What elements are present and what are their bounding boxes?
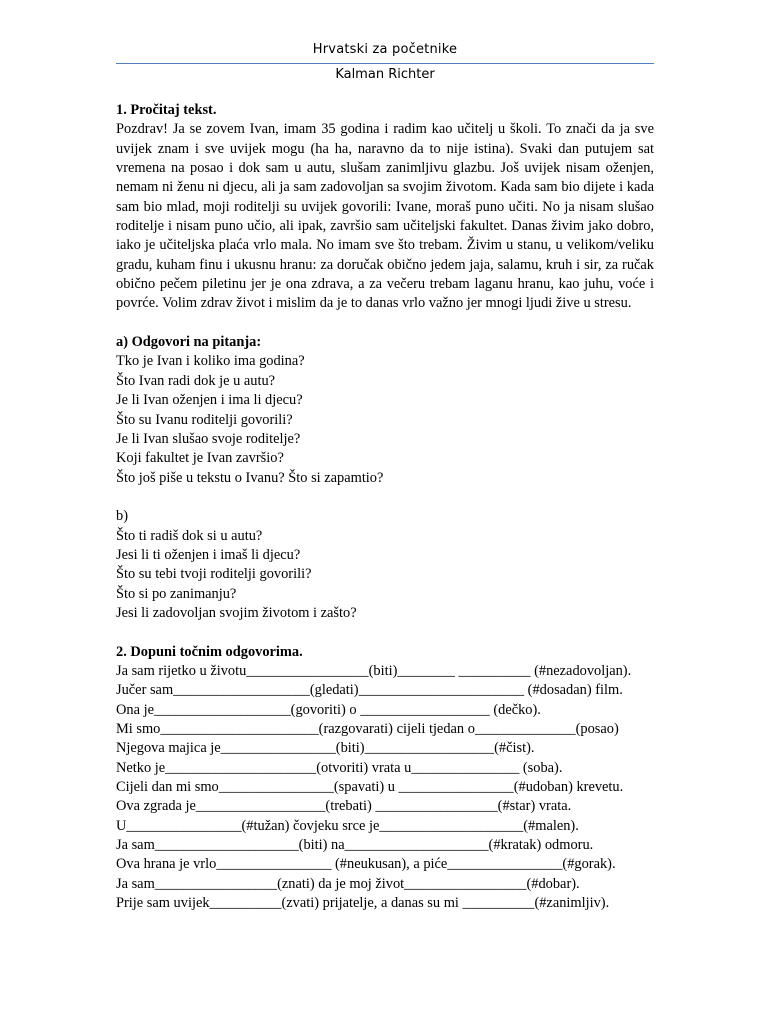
document-title: Hrvatski za početnike xyxy=(312,42,458,57)
fill-in-line: Netko je_____________________(otvoriti) vrata u_______________ (soba). xyxy=(116,759,563,776)
question-item: Što još piše u tekstu o Ivanu? Što si zapamtio? xyxy=(116,469,384,486)
worksheet-content xyxy=(116,101,654,913)
fill-in-line: Prije sam uvijek__________(zvati) prijatelje, a danas su mi __________(#zanimljiv). xyxy=(116,895,610,912)
question-item: Što si po zanimanju? xyxy=(116,585,237,602)
header-divider xyxy=(116,63,654,64)
fill-in-line: Ja sam_________________(znati) da je moj život_________________(#dobar). xyxy=(116,875,580,892)
section-1-heading: 1. Pročitaj tekst. xyxy=(116,102,217,118)
fill-in-line: Ja sam rijetko u životu_________________(biti)________ __________ (#nezadovoljan). xyxy=(116,662,632,679)
section-2-heading: 2. Dopuni točnim odgovorima. xyxy=(116,643,303,660)
fill-in-line: Ova hrana je vrlo________________ (#neukusan), a piće________________(#gorak). xyxy=(116,856,616,873)
question-item: Tko je Ivan i koliko ima godina? xyxy=(116,353,305,370)
question-item: Što su Ivanu roditelji govorili? xyxy=(116,411,293,428)
spacer xyxy=(116,314,654,333)
fill-in-line: Jučer sam___________________(gledati)_______________________ (#dosadan) film. xyxy=(116,682,623,699)
fill-in-line: Ova zgrada je__________________(trebati) _________________(#star) vrata. xyxy=(116,798,572,815)
fill-in-line: Njegova majica je________________(biti)__________________(#čist). xyxy=(116,740,535,757)
question-item: Što su tebi tvoji roditelji govorili? xyxy=(116,566,312,583)
fill-in-line: U________________(#tužan) čovjeku srce je____________________(#malen). xyxy=(116,817,579,834)
question-item: Jesi li ti oženjen i imaš li djecu? xyxy=(116,546,301,563)
fill-in-line: Ona je___________________(govoriti) o __________________ (dečko). xyxy=(116,701,541,718)
document-author: Kalman Richter xyxy=(335,67,435,82)
section-b-heading: b) xyxy=(116,508,128,525)
section-a-heading: a) Odgovori na pitanja: xyxy=(116,334,262,351)
question-item: Što ti radiš dok si u autu? xyxy=(116,527,263,544)
question-item: Jesi li zadovoljan svojim životom i zašto? xyxy=(116,604,357,621)
fill-in-line: Cijeli dan mi smo________________(spavati) u ________________(#udoban) krevetu. xyxy=(116,779,624,796)
question-item: Je li Ivan slušao svoje roditelje? xyxy=(116,430,301,447)
reading-text: Pozdrav! Ja se zovem Ivan, imam 35 godina i radim kao učitelj u školi. To znači da ja sve uvijek znam i sve uvijek mogu (ha ha, naravno da to nije istina). Svaki dan putujem sat vremena na posao i dok sam u autu, slušam zanimljivu glazbu. Još uvijek nisam oženjen, nemam ni ženu ni djecu, ali ja sam zadovoljan sa svojim životom. Kada sam bio dijete i kada sam bio mlad, moji roditelji su uvijek govorili: Ivane, moraš puno učiti. No ja nisam slušao roditelje i nisam puno učio, ali ipak, završio sam učiteljski fakultet. Danas živim jako dobro, iako je učiteljska plaća vrlo mala. No imam sve što trebam. Živim u stanu, u velikom/veliku gradu, kuham finu i ukusnu hranu: za doručak obično jedem jaja, salamu, kruh i sir, za ručak obično pečem piletinu jer je ona zdrava, a za večeru trebam laganu hranu, kao juhu, voće i povrće. Volim zdrav život i mislim da je to danas vrlo važno jer mnogi ljudi žive u stresu. xyxy=(116,121,654,312)
fill-in-line: Mi smo______________________(razgovarati) cijeli tjedan o______________(posao) xyxy=(116,721,619,737)
question-item: Je li Ivan oženjen i ima li djecu? xyxy=(116,392,303,409)
fill-in-line: Ja sam____________________(biti) na____________________(#kratak) odmoru. xyxy=(116,837,594,854)
question-item: Koji fakultet je Ivan završio? xyxy=(116,450,284,467)
spacer xyxy=(116,623,654,642)
spacer xyxy=(116,488,654,507)
question-item: Što Ivan radi dok je u autu? xyxy=(116,372,276,389)
